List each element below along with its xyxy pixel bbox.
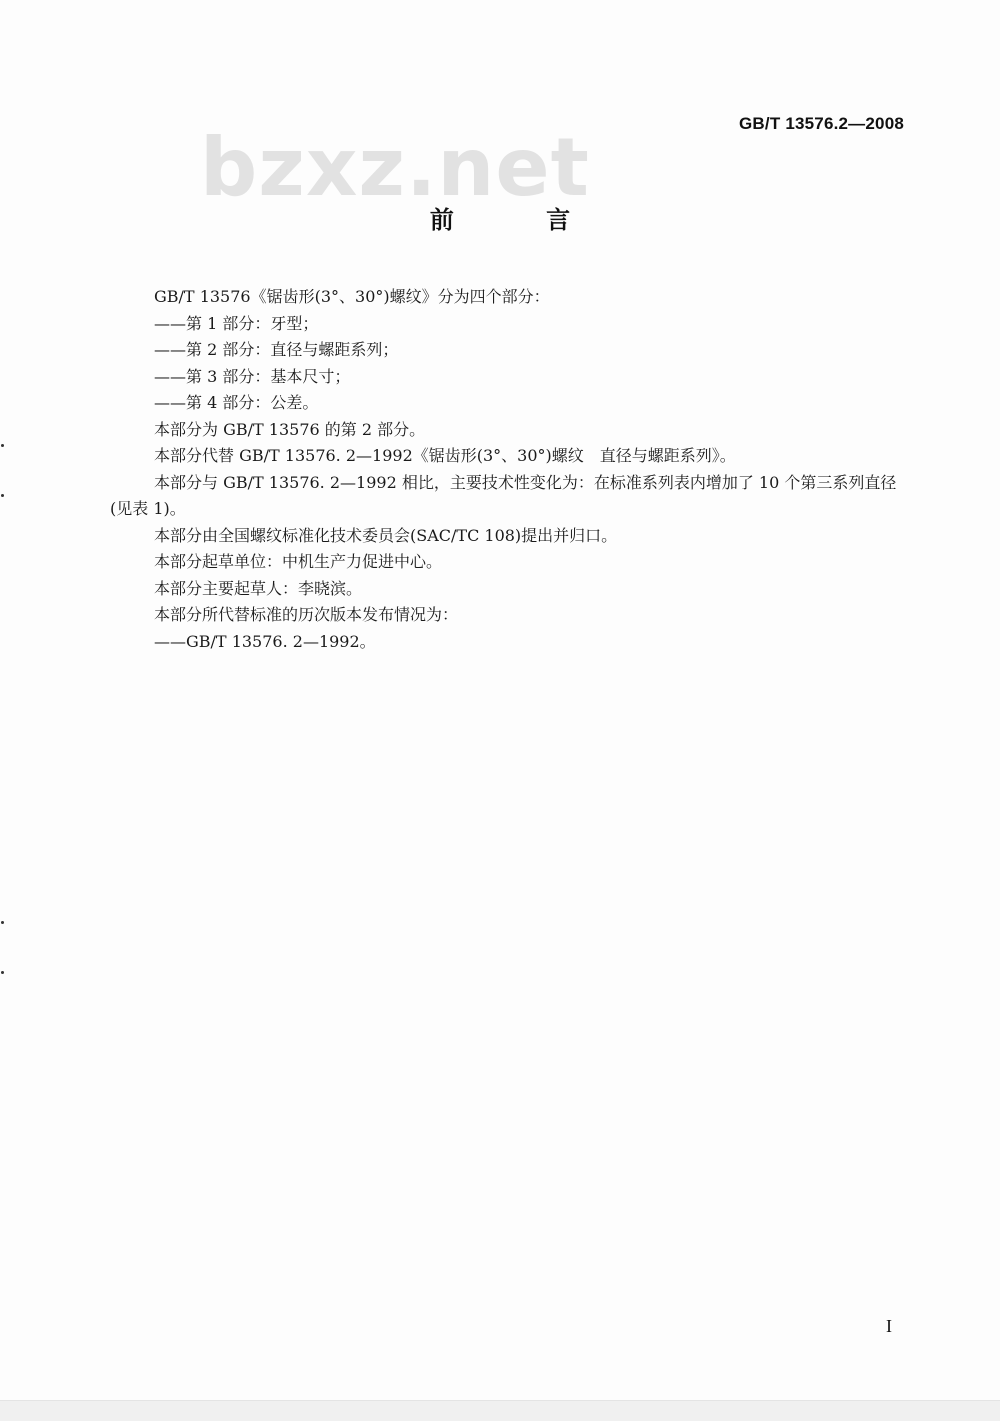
drafting-unit-statement: 本部分起草单位：中机生产力促进中心。 bbox=[154, 552, 443, 571]
page-number: I bbox=[886, 1316, 892, 1336]
list-item-part-3: ——第 3 部分：基本尺寸； bbox=[154, 366, 351, 386]
replaces-statement: 本部分代替 GB/T 13576. 2—1992《锯齿形(3°、30°)螺纹 直径与螺距系列》。 bbox=[154, 446, 736, 465]
list-item-part-2: ——第 2 部分：直径与螺距系列； bbox=[154, 340, 399, 359]
list-item-part-1: ——第 1 部分：牙型； bbox=[154, 313, 319, 333]
watermark-logo: bzxz.net bbox=[200, 121, 590, 214]
standard-number: GB/T 13576.2—2008 bbox=[739, 114, 904, 133]
history-item: ——GB/T 13576. 2—1992。 bbox=[154, 631, 376, 651]
scan-mark bbox=[1, 444, 4, 447]
bottom-edge bbox=[0, 1400, 1000, 1421]
history-statement: 本部分所代替标准的历次版本发布情况为： bbox=[154, 605, 459, 624]
intro-paragraph: GB/T 13576《锯齿形(3°、30°)螺纹》分为四个部分： bbox=[154, 287, 550, 306]
list-item-part-4: ——第 4 部分：公差。 bbox=[154, 393, 319, 412]
scan-mark bbox=[1, 494, 4, 497]
foreword-body bbox=[110, 284, 910, 655]
scan-mark bbox=[1, 971, 4, 974]
changes-statement: 本部分与 GB/T 13576. 2—1992 相比，主要技术性变化为：在标准系列表内增加了 10 个第三系列直径(见表 1)。 bbox=[110, 472, 897, 518]
scan-mark bbox=[1, 921, 4, 924]
proposer-statement: 本部分由全国螺纹标准化技术委员会(SAC/TC 108)提出并归口。 bbox=[154, 525, 618, 545]
page-title: 前 言 bbox=[429, 206, 613, 234]
drafter-statement: 本部分主要起草人：李晓滨。 bbox=[154, 578, 363, 598]
part-statement: 本部分为 GB/T 13576 的第 2 部分。 bbox=[154, 419, 426, 439]
